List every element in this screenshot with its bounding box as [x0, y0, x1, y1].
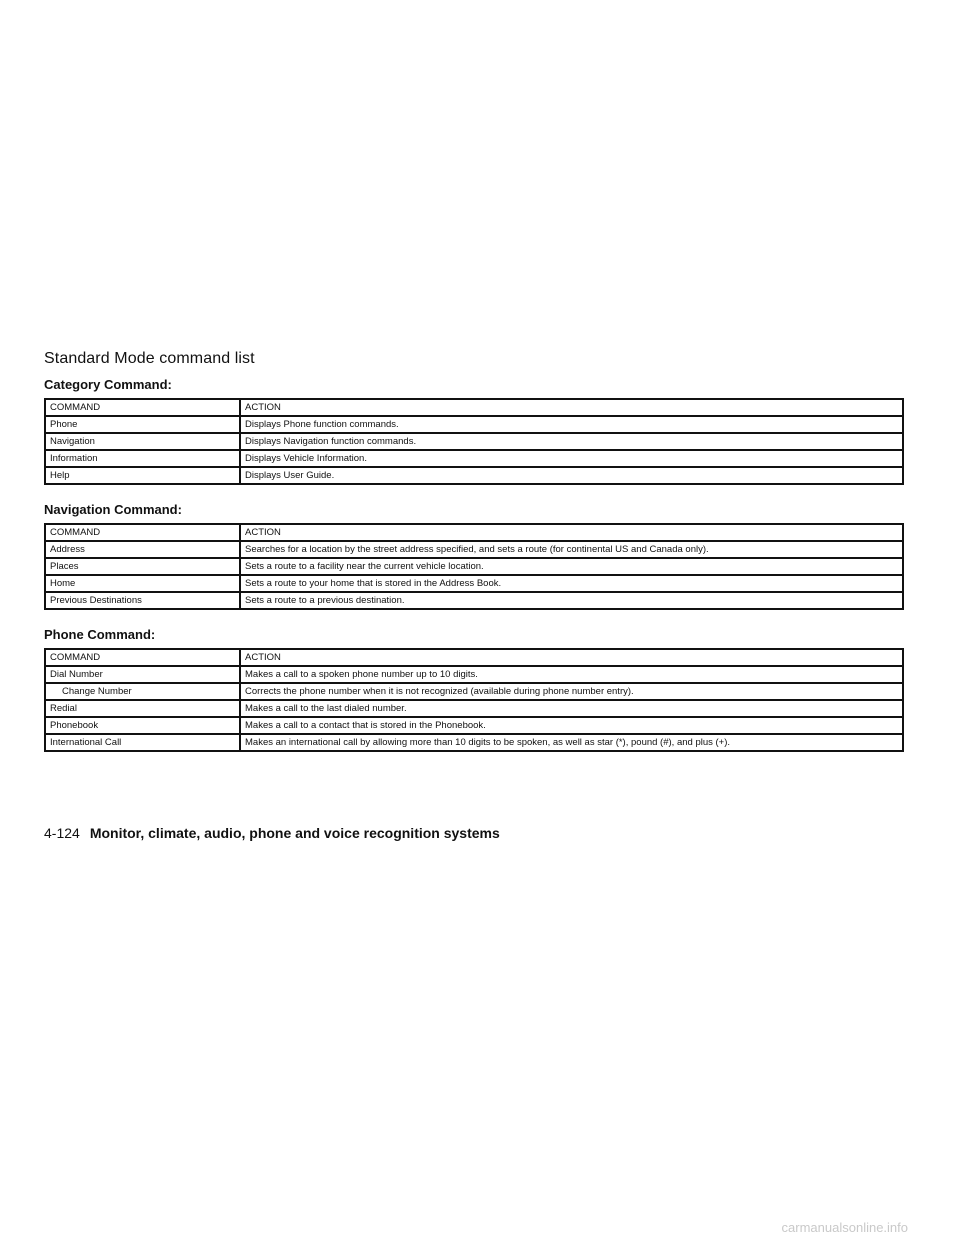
action-cell: Sets a route to a previous destination.: [240, 592, 903, 609]
action-cell: Displays Navigation function commands.: [240, 433, 903, 450]
header-action: ACTION: [240, 524, 903, 541]
command-cell: International Call: [45, 734, 240, 751]
action-cell: Searches for a location by the street address specified, and sets a route (for continental US and Canada only).: [240, 541, 903, 558]
table-row: [45, 575, 903, 592]
table-row: [45, 433, 903, 450]
command-cell: Home: [45, 575, 240, 592]
chapter-title: Monitor, climate, audio, phone and voice recognition systems: [89, 825, 500, 841]
category-command-table: [44, 398, 904, 485]
table-header-row: [45, 649, 903, 666]
navigation-heading: Navigation Command:: [44, 502, 182, 517]
command-cell: Navigation: [45, 433, 240, 450]
page-footer: [44, 825, 500, 841]
action-cell: Sets a route to your home that is stored in the Address Book.: [240, 575, 903, 592]
navigation-command-table: [44, 523, 904, 610]
table-row: [45, 666, 903, 683]
table-header-row: [45, 399, 903, 416]
page-number: 4-124: [44, 825, 80, 841]
action-cell: Displays Phone function commands.: [240, 416, 903, 433]
action-cell: Corrects the phone number when it is not recognized (available during phone number entry).: [240, 683, 903, 700]
table-row: [45, 450, 903, 467]
header-command: COMMAND: [45, 399, 240, 416]
command-cell: Redial: [45, 700, 240, 717]
action-cell: Makes a call to a spoken phone number up to 10 digits.: [240, 666, 903, 683]
watermark: carmanualsonline.info: [781, 1220, 908, 1235]
action-cell: Displays Vehicle Information.: [240, 450, 903, 467]
command-cell: Help: [45, 467, 240, 484]
table-header-row: [45, 524, 903, 541]
table-row: [45, 592, 903, 609]
table-row: [45, 734, 903, 751]
table-row: [45, 558, 903, 575]
table-row: [45, 717, 903, 734]
action-cell: Makes a call to the last dialed number.: [240, 700, 903, 717]
command-cell: Change Number: [45, 683, 240, 700]
action-cell: Makes an international call by allowing more than 10 digits to be spoken, as well as star (*), pound (#), and plus (+).: [240, 734, 903, 751]
table-row: [45, 683, 903, 700]
command-cell: Information: [45, 450, 240, 467]
command-cell: Phonebook: [45, 717, 240, 734]
command-cell: Phone: [45, 416, 240, 433]
table-row: [45, 541, 903, 558]
phone-command-table: [44, 648, 904, 752]
command-cell: Dial Number: [45, 666, 240, 683]
category-heading: Category Command:: [44, 377, 172, 392]
section-title: Standard Mode command list: [44, 350, 255, 367]
command-cell: Address: [45, 541, 240, 558]
header-action: ACTION: [240, 399, 903, 416]
command-cell: Places: [45, 558, 240, 575]
table-row: [45, 416, 903, 433]
phone-heading: Phone Command:: [44, 627, 156, 642]
command-cell: Previous Destinations: [45, 592, 240, 609]
action-cell: Makes a call to a contact that is stored in the Phonebook.: [240, 717, 903, 734]
table-row: [45, 467, 903, 484]
action-cell: Displays User Guide.: [240, 467, 903, 484]
header-command: COMMAND: [45, 649, 240, 666]
table-row: [45, 700, 903, 717]
header-action: ACTION: [240, 649, 903, 666]
action-cell: Sets a route to a facility near the current vehicle location.: [240, 558, 903, 575]
header-command: COMMAND: [45, 524, 240, 541]
